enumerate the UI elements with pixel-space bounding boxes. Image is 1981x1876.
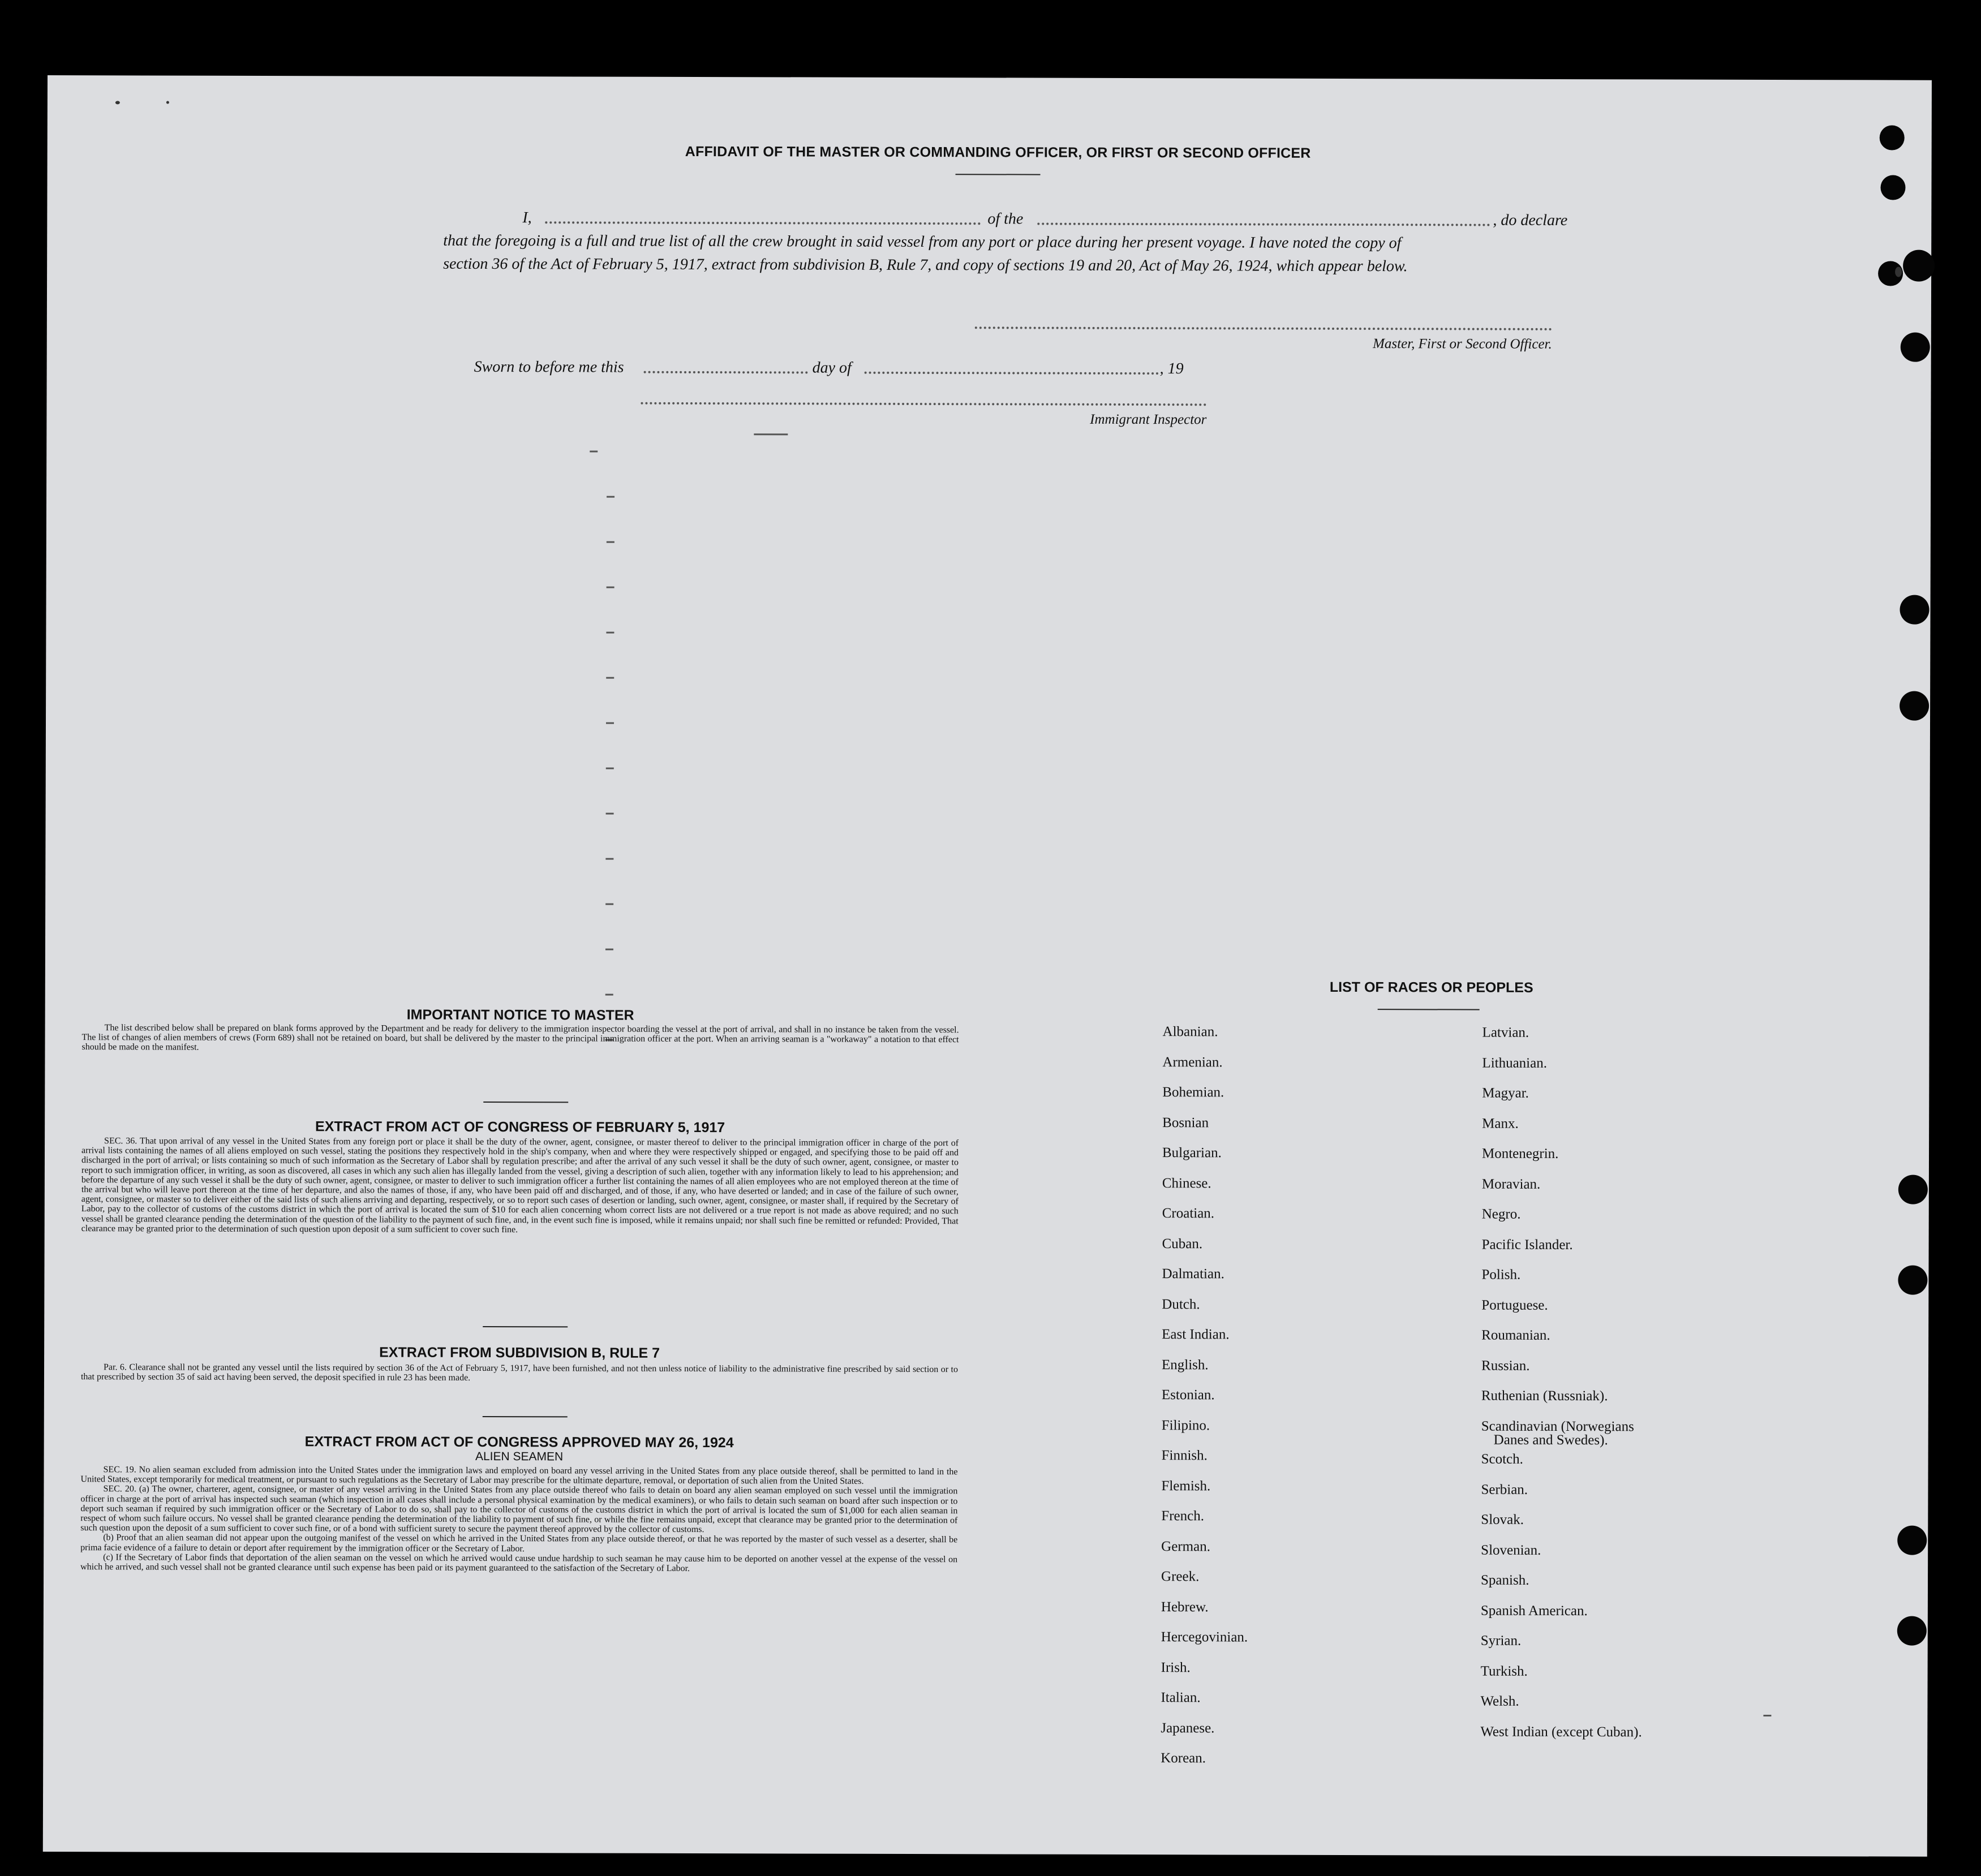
declarant-label: I, xyxy=(522,209,532,227)
stray-mark xyxy=(605,994,613,996)
race-item: Dalmatian. xyxy=(1162,1266,1224,1282)
section-20c: (c) If the Secretary of Labor finds that deportation of the alien seaman on the vessel on which he arrived would cause undue hardship to such seaman he may cause him to be deported on another vessel at the expense of the vessel on which he arrived, and such vessel shall not be granted clearance until such expense has been paid or its payment guaranteed to the satisfaction of the Secretary of Labor. xyxy=(80,1552,958,1574)
race-item: Cuban. xyxy=(1162,1236,1203,1251)
stray-mark xyxy=(605,949,613,950)
punch-hole xyxy=(1897,1616,1927,1646)
speck xyxy=(115,101,120,104)
race-item: Dutch. xyxy=(1162,1296,1200,1312)
title-rule xyxy=(956,174,1041,175)
punch-hole xyxy=(1880,175,1905,200)
stray-mark xyxy=(606,632,614,634)
race-item: Negro. xyxy=(1481,1206,1521,1222)
punch-hole xyxy=(1898,1175,1928,1204)
vessel-name-field[interactable] xyxy=(1037,223,1490,226)
punch-hole xyxy=(1901,333,1930,362)
races-title: LIST OF RACES OR PEOPLES xyxy=(1329,979,1533,996)
race-item: Serbian. xyxy=(1481,1482,1528,1498)
punch-hole xyxy=(1898,1266,1927,1295)
race-item: Slovenian. xyxy=(1481,1542,1541,1558)
extract-1924-subtitle: ALIEN SEAMEN xyxy=(475,1449,564,1464)
stray-mark xyxy=(607,587,615,588)
race-item: Flemish. xyxy=(1161,1478,1211,1494)
document-page xyxy=(43,75,1932,1857)
stray-mark xyxy=(754,433,788,435)
section-20a: SEC. 20. (a) The owner, charterer, agent, consignee, or master of any vessel arriving in the United States from any place outside thereof who fails to detain on board any alien seaman employed on such vessel until the immigration officer in charge at the port of arrival has inspected such seaman (which inspection in all cases shall include a personal physical examination by the medical examiners), or who fails to detain such seaman on board after such inspection or to deport such seaman if required by such immigration officer or the Secretary of Labor to do so, shall pay to the collector of customs of the customs district in which the port of arrival is located the sum of $1,000 for each alien seaman in respect of whom such failure occurs. No vessel shall be granted clearance pending the determination of the liability to payment of such fine, or while the fine remains unpaid, except that clearance may be granted prior to the determination of such question upon the deposit of a sum sufficient to cover such fine, or of a bond with sufficient surety to secure the payment thereof approved by the collector of customs. xyxy=(80,1484,958,1535)
race-item: Bohemian. xyxy=(1162,1085,1224,1100)
sworn-line xyxy=(474,358,1266,378)
stray-mark xyxy=(606,813,614,815)
race-item: Hebrew. xyxy=(1161,1599,1209,1615)
section-rule xyxy=(483,1326,568,1327)
race-item: Danes and Swedes). xyxy=(1493,1432,1608,1448)
vessel-label: of the xyxy=(987,210,1024,228)
extract-1917-title: EXTRACT FROM ACT OF CONGRESS OF FEBRUARY 5, 1917 xyxy=(315,1118,725,1136)
race-item: Ruthenian (Russniak). xyxy=(1481,1388,1608,1404)
year-label: , 19 xyxy=(1159,360,1184,378)
speck xyxy=(166,101,169,104)
punch-hole xyxy=(1897,1526,1927,1555)
races-title-rule xyxy=(1378,1009,1480,1010)
race-item: Welsh. xyxy=(1480,1693,1519,1709)
race-item: Magyar. xyxy=(1482,1085,1529,1101)
race-item: Filipino. xyxy=(1161,1417,1210,1433)
race-item: Roumanian. xyxy=(1481,1327,1550,1343)
sworn-day-field[interactable] xyxy=(644,371,808,374)
race-item: German. xyxy=(1161,1538,1211,1554)
race-item: Bulgarian. xyxy=(1162,1145,1222,1161)
extract-rule7-title: EXTRACT FROM SUBDIVISION B, RULE 7 xyxy=(379,1344,660,1361)
declaration-line-2: that the foregoing is a full and true list of all the crew brought in said vessel from any port or place during her present voyage. I have noted the copy of xyxy=(443,231,1402,252)
section-rule xyxy=(483,1101,568,1103)
race-item: Moravian. xyxy=(1481,1176,1541,1192)
extract-1917-body: SEC. 36. That upon arrival of any vessel in the United States from any foreign port or place it shall be the duty of the owner, agent, consignee, or master thereof to deliver to the principal immigration officer in charge of the port of arrival lists containing the names of all aliens employed on such vessel, stating the positions they respectively hold in the ship's company, when and where they were respectively shipped or engaged, and specifying those to be paid off and discharged in the port of arrival; or lists containing so much of such information as the Secretary of Labor shall by regulation prescribe; and after the arrival of any such vessel it shall be the duty of such owner, agent, consignee, or master to report to such immigration officer, in writing, as soon as discovered, all cases in which any such alien has illegally landed from the vessel, giving a description of such alien, together with any information likely to lead to his apprehension; and before the departure of any such vessel it shall be the duty of such owner, agent, consignee, or master to deliver to such immigration officer a further list containing the names of all alien employees who are not employed thereon at the time of the arrival but who will leave port thereon at the time of her departure, and also the names of those, if any, who have been paid off and discharged, and of those, if any, who have deserted or landed; and in case of the failure of such owner, agent, consignee, or master so to deliver either of the said lists of such aliens arriving and departing, respectively, or so to report such cases of desertion or landing, such owner, agent, consignee, or master shall, if required by the Secretary of Labor, pay to the collector of customs of the customs district in which the port of arrival is located the sum of $10 for each alien concerning whom correct lists are not delivered or a true report is not made as above required; and no such vessel shall be granted clearance pending the determination of the question of the liability to the payment of such fine, and, in the event such fine is imposed, while it remains unpaid; nor shall such fine be remitted or refunded: Provided, That clearance may be granted prior to the determination of such question upon deposit of a sum sufficient to cover such fine. xyxy=(81,1136,959,1235)
race-item: English. xyxy=(1162,1357,1209,1372)
race-item: Armenian. xyxy=(1162,1054,1223,1070)
notice-body: The list described below shall be prepared on blank forms approved by the Department and be ready for delivery to the immigration inspector boarding the vessel at the port of arrival, and shall in no instance be taken from the vessel. The list of changes of alien members of crews (Form 689) shall not be retained on board, but shall be delivered by the master to the principal immigration officer at the port. When an arriving seaman is a "workaway" a notation to that effect should be made on the manifest. xyxy=(81,1023,959,1053)
race-item: Turkish. xyxy=(1480,1663,1528,1679)
master-signature-field[interactable] xyxy=(975,326,1552,330)
race-item: Scandinavian (Norwegians xyxy=(1481,1418,1634,1434)
race-item: Lithuanian. xyxy=(1482,1055,1548,1071)
declaration-line-1 xyxy=(443,209,1568,230)
race-item: Syrian. xyxy=(1480,1633,1522,1649)
race-item: Korean. xyxy=(1161,1750,1206,1766)
master-caption: Master, First or Second Officer. xyxy=(1373,336,1552,352)
race-item: Spanish. xyxy=(1481,1572,1529,1588)
race-item: Irish. xyxy=(1161,1659,1191,1675)
race-item: Manx. xyxy=(1482,1116,1519,1131)
race-item: Estonian. xyxy=(1161,1387,1215,1403)
stray-mark xyxy=(606,722,614,724)
race-item: Pacific Islander. xyxy=(1481,1237,1573,1253)
notice-title: IMPORTANT NOTICE TO MASTER xyxy=(406,1006,634,1023)
race-item: East Indian. xyxy=(1162,1327,1230,1343)
race-item: French. xyxy=(1161,1508,1205,1524)
race-item: West Indian (except Cuban). xyxy=(1480,1724,1642,1740)
stray-mark xyxy=(607,496,615,498)
inspector-caption: Immigrant Inspector xyxy=(1090,411,1207,428)
section-rule xyxy=(483,1416,568,1417)
race-item: Chinese. xyxy=(1162,1175,1211,1191)
speck xyxy=(1895,267,1902,277)
race-item: Greek. xyxy=(1161,1569,1200,1585)
extract-1924-title: EXTRACT FROM ACT OF CONGRESS APPROVED MAY 26, 1924 xyxy=(304,1434,734,1451)
race-item: Finnish. xyxy=(1161,1448,1207,1464)
stray-mark xyxy=(606,677,614,679)
race-item: Russian. xyxy=(1481,1358,1530,1374)
race-item: Croatian. xyxy=(1162,1206,1215,1221)
sworn-month-field[interactable] xyxy=(865,372,1159,375)
stray-mark xyxy=(605,903,613,905)
extract-rule7-body: Par. 6. Clearance shall not be granted any vessel until the lists required by section 36 of the Act of February 5, 1917, have been furnished, and not then unless notice of liability to the administrative fine prescribed by said section or to that prescribed by section 35 of said act having been served, the deposit specified in rule 23 has been made. xyxy=(80,1362,959,1383)
declare-label: , do declare xyxy=(1493,211,1568,230)
declarant-name-field[interactable] xyxy=(545,221,981,225)
declaration-line-3: section 36 of the Act of February 5, 1917, extract from subdivision B, Rule 7, and copy of sections 19 and 20, Act of May 26, 1924, which appear below. xyxy=(443,255,1408,276)
stray-mark xyxy=(606,768,614,769)
race-item: Latvian. xyxy=(1482,1025,1529,1040)
punch-hole xyxy=(1900,691,1929,721)
stray-mark xyxy=(590,451,598,453)
section-20b: (b) Proof that an alien seaman did not appear upon the outgoing manifest of the vessel on which he arrived in the United States from any place outside thereof, or that he was reported by the master of such vessel as a deserter, shall be prima facie evidence of a failure to detain or deport after requirement by the immigration officer or the Secretary of Labor. xyxy=(80,1533,958,1554)
extract-1924-body xyxy=(80,1465,957,1574)
punch-hole xyxy=(1880,125,1905,150)
race-item: Montenegrin. xyxy=(1481,1146,1559,1161)
race-item: Scotch. xyxy=(1481,1451,1523,1467)
inspector-signature-field[interactable] xyxy=(641,402,1206,406)
race-item: Portuguese. xyxy=(1481,1297,1548,1313)
race-item: Japanese. xyxy=(1161,1720,1215,1736)
race-item: Italian. xyxy=(1161,1690,1201,1706)
race-item: Bosnian xyxy=(1162,1115,1209,1130)
sworn-label: Sworn to before me this xyxy=(474,358,624,376)
affidavit-title: AFFIDAVIT OF THE MASTER OR COMMANDING OFFICER, OR FIRST OR SECOND OFFICER xyxy=(685,143,1311,161)
day-of-label: day of xyxy=(812,359,852,377)
race-item: Hercegovinian. xyxy=(1161,1629,1248,1645)
stray-mark xyxy=(1763,1715,1771,1716)
section-19: SEC. 19. No alien seaman excluded from admission into the United States under the immigration laws and employed on board any vessel arriving in the United States from any place outside thereof, shall be permitted to land in the United States, except temporarily for medical treatment, or pursuant to such regulations as the Secretary of Labor may prescribe for the ultimate departure, removal, or deportation of such alien from the United States. xyxy=(80,1465,958,1486)
race-item: Slovak. xyxy=(1481,1512,1524,1528)
stray-mark xyxy=(607,541,615,543)
race-item: Spanish American. xyxy=(1480,1603,1588,1619)
stray-mark xyxy=(605,858,613,860)
punch-hole xyxy=(1903,250,1935,282)
race-item: Albanian. xyxy=(1162,1024,1218,1040)
race-item: Polish. xyxy=(1481,1267,1521,1283)
punch-hole xyxy=(1900,595,1929,625)
